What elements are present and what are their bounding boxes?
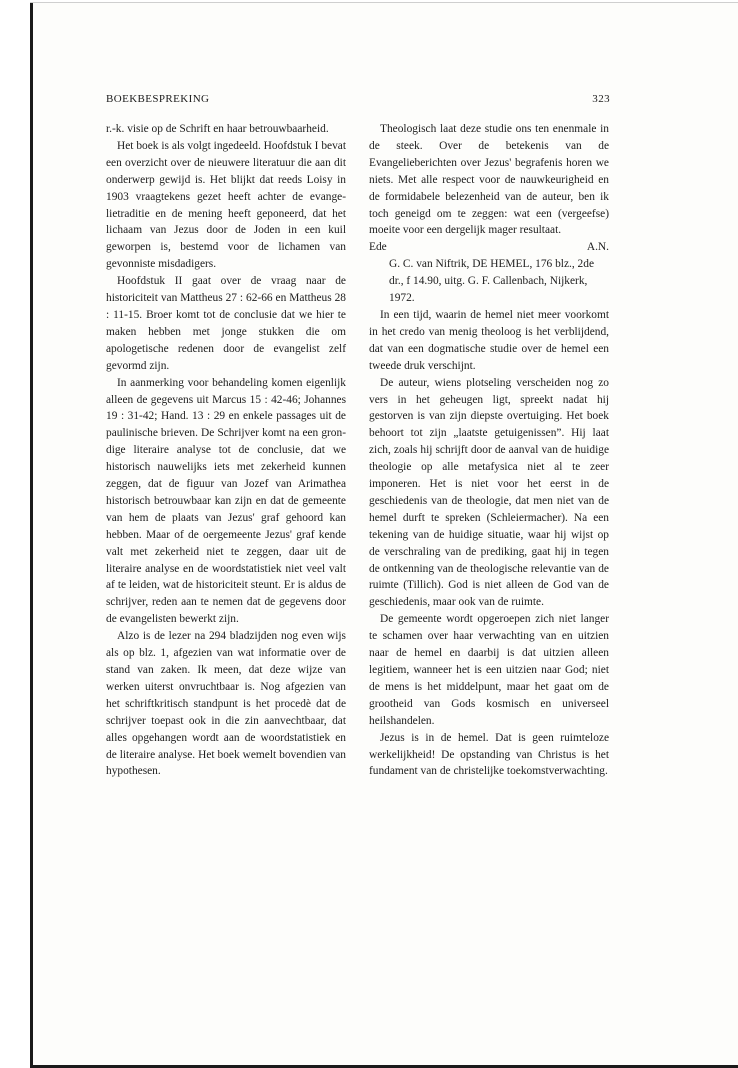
paragraph: Hoofdstuk II gaat over de vraag naar de historiciteit van Mattheus 27 : 62-66 en Mattheus 28 : 11-15. Broer komt tot de conclusie dat we hier te maken hebben met jonge stukken die om apologetische redenen door de evangelist zelf gevormd zijn. [106, 275, 346, 372]
paragraph: r.-k. visie op de Schrift en haar betrouwbaarheid. [106, 123, 329, 135]
paragraph: De gemeente wordt opgeroepen zich niet langer te schamen over haar verwachting van en uitzien naar de hemel en daarbij is dat uitzien alleen legitiem, wanneer het is een uitzien naar God; niet de mens is het middelpunt, maar het gaat om de grootheid van Gods kosmisch en universeel heilshandelen. [369, 613, 609, 727]
right-column [369, 121, 609, 780]
paragraph: In aanmerking voor behandeling komen eigenlijk alleen de gegevens uit Marcus 15 : 42-46; Johannes 19 : 31-42; Hand. 13 : 29 en enkele passages uit de paulinische brieven. De Schrijver komt na een grondige literaire analyse tot de conclusie, dat we historisch nauwelijks iets met zekerheid kunnen zeggen, dat de figuur van Jozef van Arimathea historisch betrouwbaar kan zijn en dat de gemeente van hem de plaats van Jezus' graf gehoord kan hebben. Maar of de oergemeente Jezus' graf kende valt met zekerheid niet te zeggen, daar uit de literaire analyse en de woordstatistiek niet veel valt af te leiden, wat de historiciteit steunt. Er is aldus de schrijver, reden aan te nemen dat de gegevens door de evangelisten bewerkt zijn. [106, 376, 346, 626]
paragraph: Het boek is als volgt ingedeeld. Hoofdstuk I bevat een overzicht over de nieuwere literatuur die aan dit onderwerp gewijd is. Het blijkt dat reeds Loisy in 1903 vraagtekens gezet heeft achter de evangelietraditie en de mening heeft geponeerd, dat het lichaam van Jezus door de Joden in een kuil geworpen is, bestemd voor de lichamen van gevonniste misdadigers. [106, 139, 346, 271]
running-header [106, 93, 610, 109]
signature-initials: A.N. [586, 241, 609, 254]
page-number: 323 [592, 93, 610, 105]
paragraph: Jezus is in de hemel. Dat is geen ruimteloze werkelijkheid! De opstanding van Christus is het fundament van de christelijke toekomstverwachting. [369, 731, 609, 778]
review-heading: G. C. van Niftrik, DE HEMEL, 176 blz., 2de dr., f 14.90, uitg. G. F. Callenbach, Nijkerk, 1972. [389, 258, 594, 305]
left-column [106, 121, 346, 780]
page-top-edge [30, 2, 738, 3]
signature-place: Ede [369, 241, 387, 254]
paragraph: In een tijd, waarin de hemel niet meer voorkomt in het credo van menig theoloog is het verblijdend, dat van een dogmatische studie over de hemel een tweede druk verschijnt. [369, 308, 609, 372]
paragraph: Alzo is de lezer na 294 bladzijden nog even wijs als op blz. 1, afgezien van wat informatie over de stand van zaken. Ik meen, dat deze wijze van werken uiterst onvruchtbaar is. Nog afgezien van het schriftkritisch standpunt is het procedè dat de schrijver toepast ook in die zin aanvechtbaar, dat alles opgehangen wordt aan de woordstatistiek en de literaire analyse. Het boek wemelt bovendien van hypothesen. [106, 630, 346, 778]
paragraph: De auteur, wiens plotseling verscheiden nog zo vers in het geheugen ligt, spreekt nadat hij gestorven is van zijn diepste overtuiging. Het boek behoort tot zijn „laatste getuigenissen”. Hij laat zich, zoals hij schrijft door de aanval van de huidige theologie op alle metafysica niet al te zeer imponeren. Het is niet voor het eerst in de geschiedenis van de theologie, dat men niet van de hemel durft te spreken (Schleiermacher). Na een tekening van de huidige situatie, waar hij wijst op de verschraling van de prediking, gaat hij in tegen de ontkenning van de theologische relevantie van de ruimte (Tillich). God is niet alleen de God van de geschiedenis, maar ook van de ruimte. [369, 376, 609, 609]
signature-line [369, 239, 609, 256]
section-title: BOEKBESPREKING [106, 93, 210, 105]
paragraph: Theologisch laat deze studie ons ten enenmale in de steek. Over de betekenis van de Evangelieberichten over Jezus' begrafenis horen we niets. Met alle respect voor de nauwkeurigheid en de formidabele belezenheid van de auteur, ben ik toch geneigd om te zeggen: wat een (vergeefse) moeite voor een dergelijk mager resultaat. [369, 123, 609, 237]
